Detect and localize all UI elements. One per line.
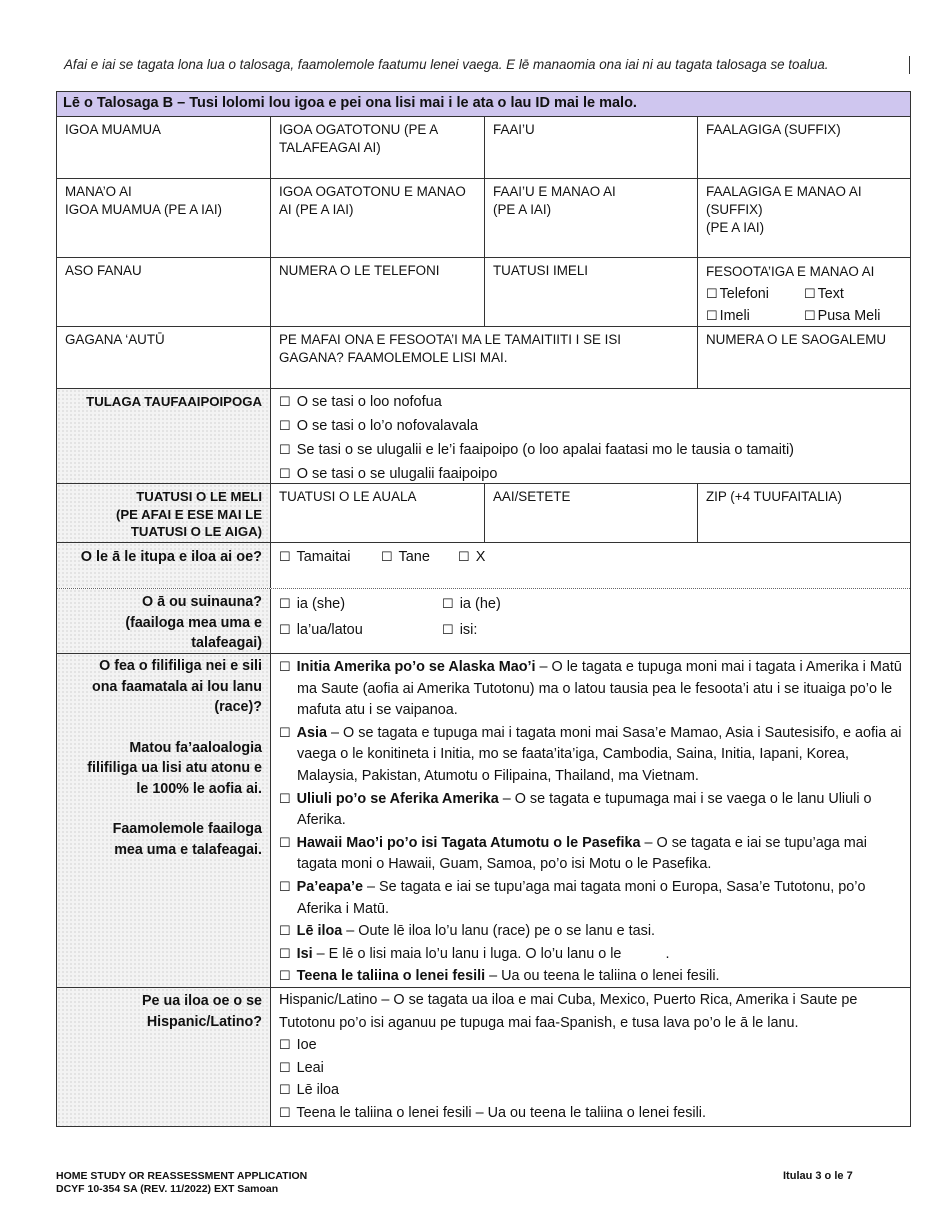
footer-form-info [56,1170,307,1196]
preferred-contact-label: FESOOTA’IGA E MANAO AI [706,264,875,279]
preferred-last-label-2: (PE A IAI) [493,202,552,217]
phone-label: NUMERA O LE TELEFONI [279,263,440,278]
email-label: TUATUSI IMELI [493,263,588,278]
first-name-label: IGOA MUAMUA [65,122,161,137]
contact-option-email[interactable]: ☐ Imeli [706,308,750,324]
dob-label: ASO FANAU [65,263,142,278]
checkbox-icon[interactable]: ☐ [279,945,291,961]
checkbox-icon[interactable]: ☐ [279,418,291,433]
checkbox-icon[interactable]: ☐ [279,968,291,984]
checkbox-icon[interactable]: ☐ [804,308,816,323]
race-row [57,654,910,988]
preferred-last-name-field[interactable] [485,179,698,257]
hispanic-option-decline[interactable]: ☐ Teena le taliina o lenei fesili – Ua ou teena le taliina o lenei fesili. [279,1104,706,1121]
preferred-first-label-2: IGOA MUAMUA (PE A IAI) [65,202,223,217]
pronoun-option-he[interactable]: ☐ ia (he) [442,596,501,612]
pronoun-option-other[interactable]: ☐ isi: [442,622,478,638]
gender-option-female[interactable]: ☐ Tamaitai [279,549,351,565]
race-label: O fea o filifiliga nei e sili ona faamatala ai lou lanu (race)? Matou fa’aaloalogia filifiliga ua lisi atu atonu e le 100% le aofia ai. Faamolemole faailoga mea uma e talafeagai. [57,654,271,987]
city-state-field[interactable] [485,484,698,542]
suffix-label: FAALAGIGA (SUFFIX) [706,122,841,137]
marital-option-single[interactable]: ☐ O se tasi o loo nofofua [279,394,442,410]
gender-option-male[interactable]: ☐ Tane [381,549,430,565]
checkbox-icon[interactable]: ☐ [279,1059,291,1075]
mailing-row [57,484,910,543]
gender-label: O le ā le itupa e iloa ai oe? [57,543,271,588]
race-option-white[interactable]: ☐ Pa’eapa’e – Se tagata e iai se tupu’aga mai tagata moni o Europa, Sasa’e Tutotonu, po’o Aferika i Matū. [279,878,866,917]
preferred-last-label-1: FAAI’U E MANAO AI [493,184,616,199]
hispanic-options [271,988,910,1126]
race-option-native-american[interactable]: ☐ Initia Amerika po’o se Alaska Mao’i – O le tagata e tupuga moni mai i tagata i Amerika i Matū ma Saute (aofia ai Amerika Tutotonu) ma o latou tausia pea le fesoota’i atu i se ituaiga po’o le mafuta atu i se vaipanoa. [279,659,902,719]
marital-options [271,389,910,483]
race-option-black[interactable]: ☐ Uliuli po’o se Aferika Amerika – O se tagata e tupumaga mai i se vaega o le lanu Uliuli o Aferika. [279,790,872,829]
checkbox-icon[interactable]: ☐ [279,1082,291,1097]
pronoun-option-they[interactable]: ☐ la’ua/latou [279,622,363,638]
street-label: TUATUSI O LE AUALA [279,489,417,504]
safety-number-field[interactable] [698,327,910,388]
preferred-first-name-field[interactable] [57,179,271,257]
pronouns-row [57,589,910,654]
checkbox-icon[interactable]: ☐ [381,549,393,564]
contact-option-phone[interactable]: ☐ Telefoni [706,286,769,302]
marital-option-married[interactable]: ☐ O se tasi o se ulugalii faaipoipo [279,466,498,482]
street-field[interactable] [271,484,485,542]
other-language-label: PE MAFAI ONA E FESOOTA’I MA LE TAMAITIITI I SE ISI GAGANA? FAAMOLEMOLE LISI MAI. [279,332,622,365]
checkbox-icon[interactable]: ☐ [279,923,291,939]
other-language-field[interactable] [271,327,698,388]
preferred-name-row [57,179,910,258]
race-option-other[interactable]: ☐ Isi – E lē o lisi maia lo’u lanu i luga. O lo’u lanu o le . [279,945,670,962]
mailing-label: TUATUSI O LE MELI (PE AFAI E ESE MAI LE TUATUSI O LE AIGA) [57,484,271,542]
email-field[interactable] [485,258,698,326]
zip-label: ZIP (+4 TUUFAITALIA) [706,489,842,504]
hispanic-option-no[interactable]: ☐ Leai [279,1059,324,1076]
footer-title: HOME STUDY OR REASSESSMENT APPLICATION [56,1170,308,1182]
safety-number-label: NUMERA O LE SAOGALEMU [706,332,887,347]
phone-field[interactable] [271,258,485,326]
checkbox-icon[interactable]: ☐ [279,394,291,409]
last-name-field[interactable] [485,117,698,178]
middle-name-field[interactable] [271,117,485,178]
marital-option-unmarried-couple[interactable]: ☐ Se tasi o se ulugalii e le’i faaipoipo (o loo apalai faatasi mo le tausia o tamaiti) [279,442,794,458]
race-option-pacific-islander[interactable]: ☐ Hawaii Mao’i po’o isi Tagata Atumotu o le Pasefika – O se tagata e iai se tupu’aga mai tagata moni o Hawaii, Guam, Samoa, po’o isi Motu o le Pasefika. [279,834,867,873]
checkbox-icon[interactable]: ☐ [279,834,291,850]
preferred-middle-label: IGOA OGATOTONU E MANAO AI (PE A IAI) [279,184,466,217]
applicant-b-form [56,91,911,1127]
marital-row [57,389,910,484]
marital-option-separated[interactable]: ☐ O se tasi o lo’o nofovalavala [279,418,479,434]
race-option-decline[interactable]: ☐ Teena le taliina o lenei fesili – Ua ou teena le taliina o lenei fesili. [279,968,720,985]
checkbox-icon[interactable]: ☐ [442,596,454,611]
race-options [271,654,910,987]
name-row [57,117,910,179]
dob-field[interactable] [57,258,271,326]
section-title: Lē o Talosaga B – Tusi lolomi lou igoa e pei ona lisi mai i le ata o lau ID mai le malo. [57,92,910,117]
page-number: Itulau 3 o le 7 [783,1170,853,1182]
primary-language-label: GAGANA ‘AUTŪ [65,332,165,347]
last-name-label: FAAI’U [493,122,535,137]
race-option-asian[interactable]: ☐ Asia – O se tagata e tupuga mai i tagata moni mai Sasa’e Mamao, Asia i Sautesisifo, e aofia ai vaega o le konitineta i Initia, mo se faata’ita’iga, Cambodia, Saina, Initia, Iapani, Korea, Malaysia, Pakistan, Atumotu o Filipaina, Thailand, ma Vietnam. [279,724,902,784]
primary-language-field[interactable] [57,327,271,388]
marital-label: TULAGA TAUFAAIPOIPOGA [57,389,271,483]
hispanic-definition: Hispanic/Latino – O se tagata ua iloa e mai Cuba, Mexico, Puerto Rica, Amerika i Saute pe Tutotonu po’o isi aganuu pe tupuga mai faa-Spanish, e tusa lava po’o le ā le lanu. [279,992,858,1031]
hispanic-option-unknown[interactable]: ☐ Lē iloa [279,1082,340,1098]
preferred-suffix-label-2: (SUFFIX) [706,202,763,217]
middle-name-label: IGOA OGATOTONU (PE A TALAFEAGAI AI) [279,122,438,155]
contact-option-mail[interactable]: ☐ Pusa Meli [804,308,881,324]
checkbox-icon[interactable]: ☐ [706,308,718,323]
checkbox-icon[interactable]: ☐ [458,549,470,564]
hispanic-row [57,988,910,1126]
footer-form-number: DCYF 10-354 SA (REV. 11/2022) EXT Samoan [56,1183,279,1195]
checkbox-icon[interactable]: ☐ [706,286,718,301]
first-name-field[interactable] [57,117,271,178]
intro-text: Afai e iai se tagata lona lua o talosaga, faamolemole faatumu lenei vaega. E lē manaomia ona iai ni au tagata talosaga se toalua. [64,57,829,72]
pronoun-option-she[interactable]: ☐ ia (she) [279,596,346,612]
preferred-contact-field [698,258,910,326]
gender-row [57,543,910,589]
checkbox-icon[interactable]: ☐ [279,790,291,806]
language-row [57,327,910,389]
preferred-middle-name-field[interactable] [271,179,485,257]
city-state-label: AAI/SETETE [493,489,571,504]
checkbox-icon[interactable]: ☐ [279,724,291,740]
pronouns-label: O ā ou suinauna? (faailoga mea uma e talafeagai) [57,589,271,653]
preferred-suffix-label-3: (PE A IAI) [706,220,765,235]
checkbox-icon[interactable]: ☐ [279,622,291,637]
checkbox-icon[interactable]: ☐ [279,549,291,564]
race-option-unknown[interactable]: ☐ Lē iloa – Oute lē iloa lo’u lanu (race) pe o se lanu e tasi. [279,923,656,940]
checkbox-icon[interactable]: ☐ [279,1037,291,1052]
gender-options [271,543,910,588]
contact-option-text[interactable]: ☐ Text [804,286,844,302]
pronoun-options [271,589,910,653]
preferred-first-label-1: MANA’O AI [65,184,132,199]
contact-row [57,258,910,327]
checkbox-icon[interactable]: ☐ [279,596,291,611]
hispanic-label: Pe ua iloa oe o se Hispanic/Latino? [57,988,271,1126]
checkbox-icon[interactable]: ☐ [279,1104,291,1120]
hispanic-option-yes[interactable]: ☐ Ioe [279,1037,317,1053]
checkbox-icon[interactable]: ☐ [279,466,291,481]
gender-option-x[interactable]: ☐ X [458,549,486,565]
preferred-suffix-field[interactable] [698,179,910,257]
checkbox-icon[interactable]: ☐ [804,286,816,301]
checkbox-icon[interactable]: ☐ [279,442,291,457]
checkbox-icon[interactable]: ☐ [442,622,454,637]
preferred-suffix-label-1: FAALAGIGA E MANAO AI [706,184,862,199]
checkbox-icon[interactable]: ☐ [279,659,291,674]
margin-bar [909,56,910,74]
checkbox-icon[interactable]: ☐ [279,878,291,894]
zip-field[interactable] [698,484,910,542]
suffix-field[interactable] [698,117,910,178]
